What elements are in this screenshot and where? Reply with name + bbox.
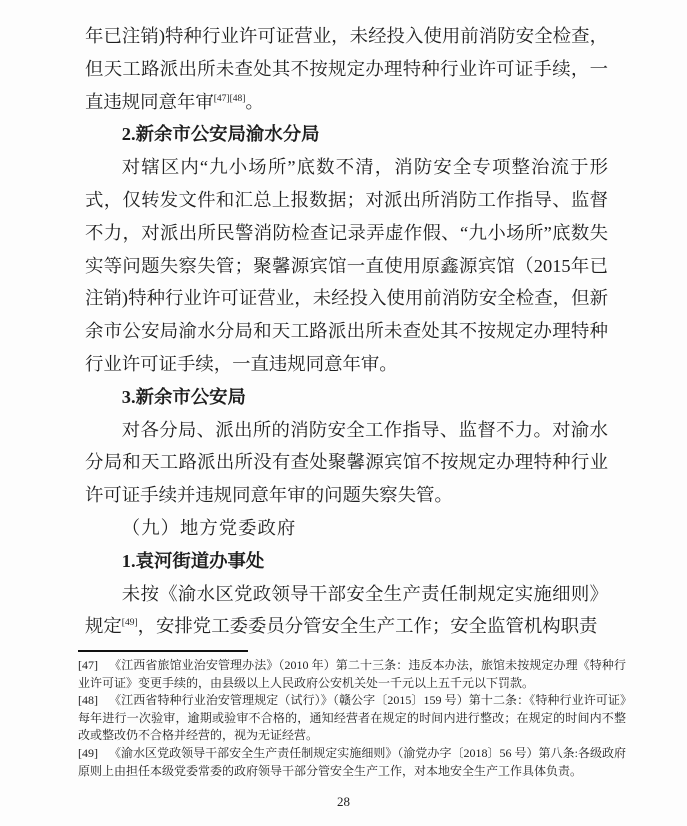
numbered-heading-1: 1.袁河街道办事处 [121,550,265,571]
footnote-label: [49] [78,745,98,760]
footnote-label: [48] [78,693,98,708]
paragraph-text: 未按《渝水区党政领导干部安全生产责任制规定实施细则》规定 [85,583,608,637]
footnote-label: [47] [78,658,98,672]
footnote-text: 《渝水区党政领导干部安全生产责任制规定实施细则》（渝党办字〔2018〕56 号）第八条:各级政府原则上由担任本级党委常委的政府领导干部分管安全生产工作，对本地安全生产工作具体负责。 [78,745,626,778]
main-text [85,20,608,643]
subsection-heading-nine: （九）地方党委政府 [121,517,297,538]
paragraph-text: 年已注销)特种行业许可证营业，未经投入使用前消防安全检查，但天工路派出所未查处其不按规定办理特种行业许可证手续，一直违规同意年审 [85,26,608,112]
footnote-text: 《江西省特种行业治安管理规定（试行）》（赣公字〔2015〕159 号）第十二条：《特种行业许可证》每年进行一次验审，逾期或验审不合格的，通知经营者在规定的时间内进行整改；在规定的时间内不整改或整改仍不合格并经营的，视为无证经营。 [78,693,626,743]
footnote-text: 《江西省旅馆业治安管理办法》（2010 年）第二十三条：违反本办法，旅馆未按规定办理《特种行业许可证》变更手续的，由县级以上人民政府公安机关处一千元以上五千元以下罚款。 [78,658,626,690]
footnote-reference-49: [49] [121,618,138,629]
paragraph: 对各分局、派出所的消防安全工作指导、监督不力。对渝水分局和天工路派出所没有查处聚馨源宾馆不按规定办理特种行业许可证手续并违规同意年审的问题失察失管。 [85,419,608,506]
paragraph-continuation [85,20,608,118]
footnote-49 [78,745,626,780]
paragraph-text: ，安排党工委委员分管安全生产工作；安全监管机构职责 [137,616,598,637]
footnote-separator [78,650,248,652]
numbered-heading-3: 3.新余市公安局 [121,386,246,407]
footnote-48 [78,692,626,745]
paragraph [85,578,608,644]
footnote-47 [78,657,626,692]
footnotes-section [78,650,626,780]
paragraph-text: 。 [245,91,264,112]
footnote-reference-47-48: [47][48] [213,93,246,104]
paragraph: 对辖区内“九小场所”底数不清，消防安全专项整治流于形式，仅转发文件和汇总上报数据；对派出所消防工作指导、监督不力，对派出所民警消防检查记录弄虚作假、“九小场所”底数失实等问题失察失管；聚馨源宾馆一直使用原鑫源宾馆（2015年已注销)特种行业许可证营业，未经投入使用前消防安全检查，但新余市公安局渝水分局和天工路派出所未查处其不按规定办理特种行业许可证手续，一直违规同意年审。 [85,157,608,374]
page-number: 28 [337,794,350,809]
numbered-heading-2: 2.新余市公安局渝水分局 [121,124,320,145]
